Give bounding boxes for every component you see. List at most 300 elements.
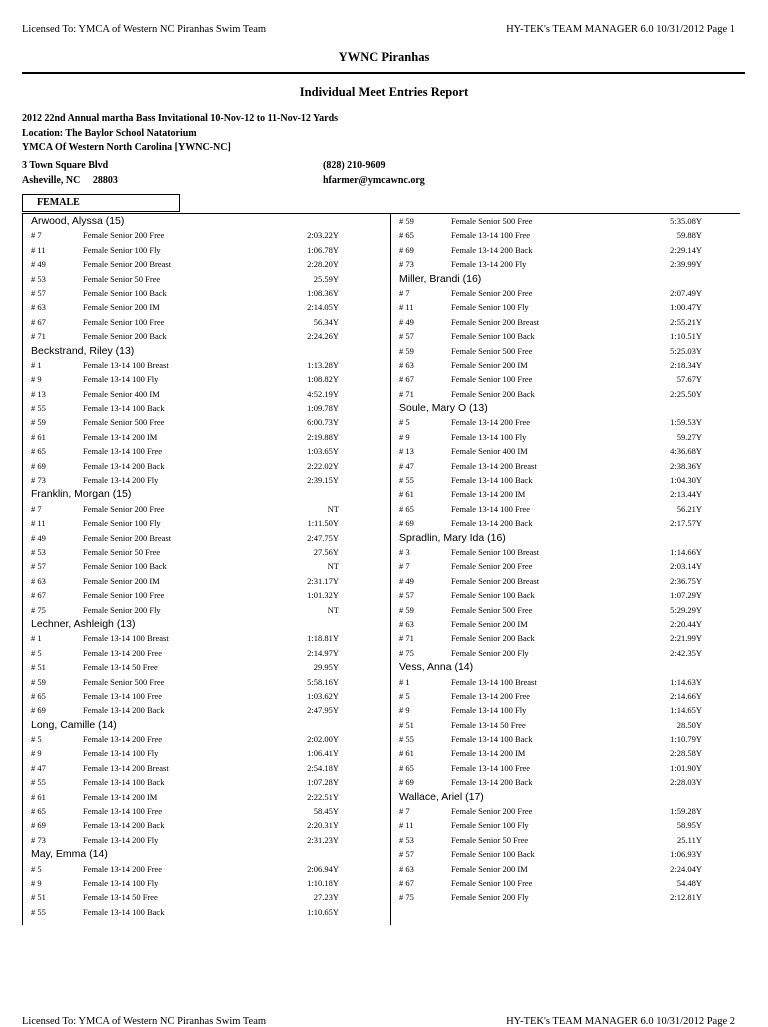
event-name: Female Senior 500 Free [83,676,165,687]
entry-row [391,646,702,660]
seed-time: 1:14.65Y [670,705,702,716]
event-name: Female Senior 500 Free [451,345,533,356]
event-name: Female Senior 400 IM [451,446,528,457]
seed-time: 57.67Y [676,374,702,385]
entry-row [391,718,702,732]
entry-row [23,415,339,429]
entry-row [23,545,339,559]
event-number: # 13 [399,446,414,457]
event-number: # 1 [31,359,42,370]
seed-time: 2:36.75Y [670,575,702,586]
entry-row [391,876,702,890]
entry-row [391,257,702,271]
entry-row [23,790,339,804]
event-name: Female 13-14 50 Free [83,662,158,673]
entry-row [23,372,339,386]
event-name: Female 13-14 100 Back [83,777,165,788]
seed-time: 2:54.18Y [307,762,339,773]
event-name: Female Senior 200 Back [451,388,535,399]
event-name: Female Senior 200 Breast [83,532,172,543]
event-number: # 5 [399,417,410,428]
seed-time: 25.59Y [313,273,339,284]
event-number: # 59 [31,417,46,428]
event-name: Female 13-14 200 Free [451,417,531,428]
entry-row [23,890,339,904]
seed-time: 2:31.23Y [307,834,339,845]
seed-time: 1:08.36Y [307,287,339,298]
swimmer-name: Spradlin, Mary Ida (16) [399,531,506,544]
event-number: # 51 [399,719,414,730]
event-name: Female 13-14 100 Free [451,762,531,773]
event-number: # 49 [399,575,414,586]
seed-time: NT [327,604,339,615]
event-number: # 69 [31,460,46,471]
event-name: Female Senior 100 Back [451,849,535,860]
seed-time: 1:07.28Y [307,777,339,788]
seed-time: NT [327,561,339,572]
event-name: Female Senior 100 Fly [451,302,529,313]
event-number: # 49 [399,316,414,327]
swimmer-name: Arwood, Alyssa (15) [31,215,125,227]
entry-row [23,401,339,415]
event-number: # 5 [31,863,42,874]
event-name: Female 13-14 200 IM [83,791,158,802]
event-name: Female Senior 200 Fly [451,892,529,903]
event-name: Female Senior 200 IM [451,359,528,370]
event-name: Female 13-14 200 Free [83,734,163,745]
event-number: # 71 [399,388,414,399]
seed-time: 1:14.63Y [670,676,702,687]
event-name: Female 13-14 200 Back [451,777,533,788]
event-number: # 53 [31,546,46,557]
seed-time: 58.95Y [676,820,702,831]
event-name: Female Senior 100 Back [451,331,535,342]
event-number: # 3 [399,546,410,557]
entry-row [23,243,339,257]
seed-time: 5:29.29Y [670,604,702,615]
event-number: # 5 [31,734,42,745]
event-name: Female Senior 200 IM [83,302,160,313]
event-number: # 51 [31,662,46,673]
report-title: Individual Meet Entries Report [299,85,469,99]
entry-row [23,315,339,329]
seed-time: 1:59.28Y [670,806,702,817]
seed-time: 1:10.79Y [670,734,702,745]
event-number: # 55 [31,906,46,917]
event-number: # 53 [31,273,46,284]
event-number: # 69 [31,820,46,831]
seed-time: 1:03.62Y [307,690,339,701]
entry-row [391,617,702,631]
event-number: # 67 [31,590,46,601]
seed-time: 2:29.14Y [670,244,702,255]
address-line1: 3 Town Square Blvd [22,160,109,171]
event-name: Female 13-14 100 Back [451,475,533,486]
event-name: Female 13-14 200 Free [83,647,163,658]
seed-time: 2:03.22Y [307,230,339,241]
entry-row [391,329,702,343]
swimmer-name: May, Emma (14) [31,848,108,861]
event-name: Female Senior 100 Fly [83,244,161,255]
event-name: Female Senior 500 Free [83,417,165,428]
event-number: # 55 [31,777,46,788]
entry-row [23,473,339,487]
entry-row [23,905,339,919]
event-name: Female 13-14 100 Free [83,690,163,701]
seed-time: 2:12.81Y [670,892,702,903]
event-name: Female 13-14 100 Back [83,403,165,414]
seed-time: 29.95Y [313,662,339,673]
event-name: Female 13-14 100 Free [83,446,163,457]
entry-row [23,430,339,444]
entry-row [391,732,702,746]
seed-time: 1:18.81Y [307,633,339,644]
entry-row [391,890,702,904]
event-name: Female 13-14 100 Free [83,806,163,817]
seed-time: 5:35.08Y [670,216,702,226]
event-number: # 9 [399,431,410,442]
event-number: # 65 [399,230,414,241]
event-number: # 49 [31,259,46,270]
swimmer-name: Franklin, Morgan (15) [31,488,132,501]
event-name: Female 13-14 200 Fly [83,475,159,486]
event-name: Female Senior 100 Fly [83,518,161,529]
event-number: # 47 [31,762,46,773]
event-number: # 7 [399,561,410,572]
seed-time: 1:09.78Y [307,403,339,414]
event-name: Female 13-14 100 Fly [83,748,159,759]
seed-time: 1:14.66Y [670,546,702,557]
event-number: # 75 [399,647,414,658]
event-number: # 59 [399,216,414,226]
event-number: # 73 [31,834,46,845]
event-name: Female Senior 400 IM [83,388,160,399]
event-number: # 69 [399,518,414,529]
entry-row [23,775,339,789]
event-number: # 63 [399,359,414,370]
seed-time: 2:19.88Y [307,431,339,442]
seed-time: 1:03.65Y [307,446,339,457]
event-number: # 69 [399,777,414,788]
entry-row [23,300,339,314]
event-number: # 1 [399,676,410,687]
event-name: Female 13-14 200 IM [451,489,526,500]
seed-time: 2:31.17Y [307,575,339,586]
address-line2: Asheville, NC 28803 [22,175,118,186]
entry-row [391,603,702,617]
seed-time: 1:06.93Y [670,849,702,860]
event-number: # 9 [31,374,42,385]
event-name: Female 13-14 50 Free [451,719,526,730]
entry-row [391,775,702,789]
entry-row [23,603,339,617]
event-name: Female 13-14 100 Fly [451,431,527,442]
event-name: Female Senior 200 Breast [83,259,172,270]
entry-row [391,689,702,703]
meet-location: Location: The Baylor School Natatorium [22,128,197,139]
event-number: # 11 [31,244,46,255]
seed-time: 1:00.47Y [670,302,702,313]
seed-time: 58.45Y [313,806,339,817]
entry-row [391,300,702,314]
entry-row [391,358,702,372]
event-name: Female 13-14 100 Breast [83,633,169,644]
event-number: # 55 [399,734,414,745]
team-name: YWNC Piranhas [338,50,430,64]
event-number: # 7 [399,806,410,817]
event-number: # 59 [399,604,414,615]
entry-row [391,559,702,573]
seed-time: 1:13.28Y [307,359,339,370]
event-number: # 63 [399,863,414,874]
seed-time: 4:36.68Y [670,446,702,457]
swimmer-name: Beckstrand, Riley (13) [31,344,135,357]
section-label: FEMALE [22,194,180,212]
seed-time: 2:03.14Y [670,561,702,572]
software-header: HY-TEK's TEAM MANAGER 6.0 10/31/2012 Page 1 [506,24,735,35]
event-name: Female 13-14 100 Back [451,734,533,745]
seed-time: 2:47.95Y [307,705,339,716]
seed-time: 1:06.41Y [307,748,339,759]
event-name: Female Senior 200 Free [83,503,165,514]
event-number: # 65 [399,503,414,514]
event-name: Female Senior 100 Back [451,590,535,601]
seed-time: 5:58.16Y [307,676,339,687]
seed-time: 1:01.32Y [307,590,339,601]
entry-row [391,286,702,300]
event-number: # 65 [31,806,46,817]
event-number: # 11 [399,302,414,313]
entry-row [391,703,702,717]
seed-time: 54.48Y [676,877,702,888]
seed-time: 1:11.50Y [307,518,339,529]
event-number: # 67 [31,316,46,327]
entry-row [23,804,339,818]
seed-time: 2:17.57Y [670,518,702,529]
event-name: Female Senior 100 Free [451,877,533,888]
swimmer-name: Lechner, Ashleigh (13) [31,617,136,630]
event-number: # 63 [31,302,46,313]
entry-row [23,502,339,516]
seed-time: 2:39.99Y [670,259,702,270]
seed-time: 2:14.05Y [307,302,339,313]
event-name: Female 13-14 100 Fly [83,877,159,888]
seed-time: 1:06.78Y [307,244,339,255]
event-name: Female Senior 200 IM [451,863,528,874]
event-number: # 5 [31,647,42,658]
seed-time: 2:20.44Y [670,618,702,629]
seed-time: 2:47.75Y [307,532,339,543]
event-name: Female Senior 200 IM [451,618,528,629]
event-number: # 73 [31,475,46,486]
event-name: Female 13-14 200 Free [83,863,163,874]
event-name: Female Senior 200 Free [451,806,533,817]
entry-row [391,344,702,358]
event-number: # 57 [399,590,414,601]
entry-row [391,746,702,760]
entry-row [391,430,702,444]
event-number: # 57 [399,849,414,860]
event-number: # 71 [31,331,46,342]
event-number: # 59 [31,676,46,687]
event-number: # 11 [399,820,414,831]
seed-time: 2:14.97Y [307,647,339,658]
event-name: Female Senior 50 Free [83,273,161,284]
event-name: Female 13-14 100 Fly [451,705,527,716]
event-number: # 67 [399,374,414,385]
seed-time: 2:22.02Y [307,460,339,471]
seed-time: 4:52.19Y [307,388,339,399]
swimmer-name: Long, Camille (14) [31,718,117,731]
entry-row [391,228,702,242]
left-column [23,214,339,919]
entry-row [391,243,702,257]
event-number: # 75 [399,892,414,903]
entry-row [391,444,702,458]
event-number: # 55 [31,403,46,414]
event-number: # 69 [399,244,414,255]
entry-row [391,631,702,645]
event-name: Female Senior 200 Breast [451,316,540,327]
event-name: Female 13-14 100 Fly [83,374,159,385]
swimmer-name: Wallace, Ariel (17) [399,790,484,803]
event-name: Female 13-14 100 Free [451,230,531,241]
entry-row [23,228,339,242]
entry-row [23,833,339,847]
seed-time: 27.23Y [313,892,339,903]
club-name: YMCA Of Western North Carolina [YWNC-NC] [22,142,231,153]
event-name: Female 13-14 200 IM [83,431,158,442]
event-number: # 7 [31,230,42,241]
event-name: Female Senior 100 Breast [451,546,540,557]
event-number: # 75 [31,604,46,615]
seed-time: 2:06.94Y [307,863,339,874]
event-number: # 63 [399,618,414,629]
seed-time: 2:21.99Y [670,633,702,644]
event-number: # 63 [31,575,46,586]
entry-row [391,502,702,516]
seed-time: 2:28.20Y [307,259,339,270]
meet-name: 2012 22nd Annual martha Bass Invitational 10-Nov-12 to 11-Nov-12 Yards [22,113,339,124]
entry-row [23,862,339,876]
license-footer: Licensed To: YMCA of Western NC Piranhas Swim Team [22,1016,267,1027]
seed-time: 56.21Y [676,503,702,514]
seed-time: 1:59.53Y [670,417,702,428]
seed-time: 1:08.82Y [307,374,339,385]
entry-row [391,415,702,429]
entry-row [391,804,702,818]
event-number: # 53 [399,834,414,845]
event-number: # 57 [399,331,414,342]
seed-time: 2:22.51Y [307,791,339,802]
entry-row [391,387,702,401]
entry-row [23,387,339,401]
event-name: Female Senior 200 Back [451,633,535,644]
seed-time: 6:00.73Y [307,417,339,428]
title-rule [22,72,745,74]
entry-row [23,732,339,746]
event-number: # 57 [31,561,46,572]
entry-row [391,574,702,588]
entry-row [23,574,339,588]
seed-time: 27.56Y [313,546,339,557]
event-number: # 71 [399,633,414,644]
entry-row [23,689,339,703]
event-name: Female 13-14 200 Breast [83,762,169,773]
swimmer-name: Miller, Brandi (16) [399,272,482,285]
seed-time: 1:10.18Y [307,877,339,888]
event-number: # 57 [31,287,46,298]
event-number: # 9 [399,705,410,716]
event-name: Female Senior 200 Fly [451,647,529,658]
event-number: # 55 [399,475,414,486]
event-number: # 65 [31,446,46,457]
entry-row [23,257,339,271]
event-name: Female 13-14 200 Fly [83,834,159,845]
event-number: # 61 [399,489,414,500]
entry-row [23,588,339,602]
entry-row [23,646,339,660]
entry-row [23,444,339,458]
seed-time: 59.27Y [676,431,702,442]
seed-time: 1:04.30Y [670,475,702,486]
event-name: Female 13-14 50 Free [83,892,158,903]
entry-row [23,746,339,760]
entry-row [391,487,702,501]
seed-time: 2:14.66Y [670,690,702,701]
contact-email: hfarmer@ymcawnc.org [323,175,425,186]
swimmer-name: Vess, Anna (14) [399,661,474,674]
entry-row [391,516,702,530]
event-name: Female Senior 500 Free [451,604,533,615]
event-name: Female Senior 500 Free [451,216,533,226]
seed-time: 2:07.49Y [670,287,702,298]
contact-phone: (828) 210-9609 [323,160,386,171]
entry-row [23,876,339,890]
event-name: Female Senior 200 Free [451,287,533,298]
event-number: # 47 [399,460,414,471]
event-number: # 9 [31,877,42,888]
event-name: Female 13-14 100 Back [83,906,165,917]
event-name: Female 13-14 200 IM [451,748,526,759]
event-number: # 69 [31,705,46,716]
event-number: # 49 [31,532,46,543]
event-number: # 51 [31,892,46,903]
entry-row [23,703,339,717]
seed-time: 2:39.15Y [307,475,339,486]
seed-time: 5:25.03Y [670,345,702,356]
entry-row [391,862,702,876]
event-name: Female Senior 100 Free [83,316,165,327]
entry-row [23,272,339,286]
right-column [391,214,702,905]
event-name: Female Senior 100 Free [83,590,165,601]
event-number: # 61 [31,431,46,442]
event-number: # 65 [31,690,46,701]
entry-row [391,545,702,559]
event-name: Female 13-14 200 Back [451,518,533,529]
seed-time: 2:13.44Y [670,489,702,500]
event-name: Female 13-14 100 Free [451,503,531,514]
event-name: Female 13-14 200 Back [83,705,165,716]
event-name: Female Senior 200 Free [83,230,165,241]
event-name: Female 13-14 100 Breast [451,676,537,687]
seed-time: 2:25.50Y [670,388,702,399]
entry-row [391,818,702,832]
event-name: Female 13-14 100 Breast [83,359,169,370]
event-number: # 61 [399,748,414,759]
swimmer-name: Soule, Mary O (13) [399,402,488,415]
